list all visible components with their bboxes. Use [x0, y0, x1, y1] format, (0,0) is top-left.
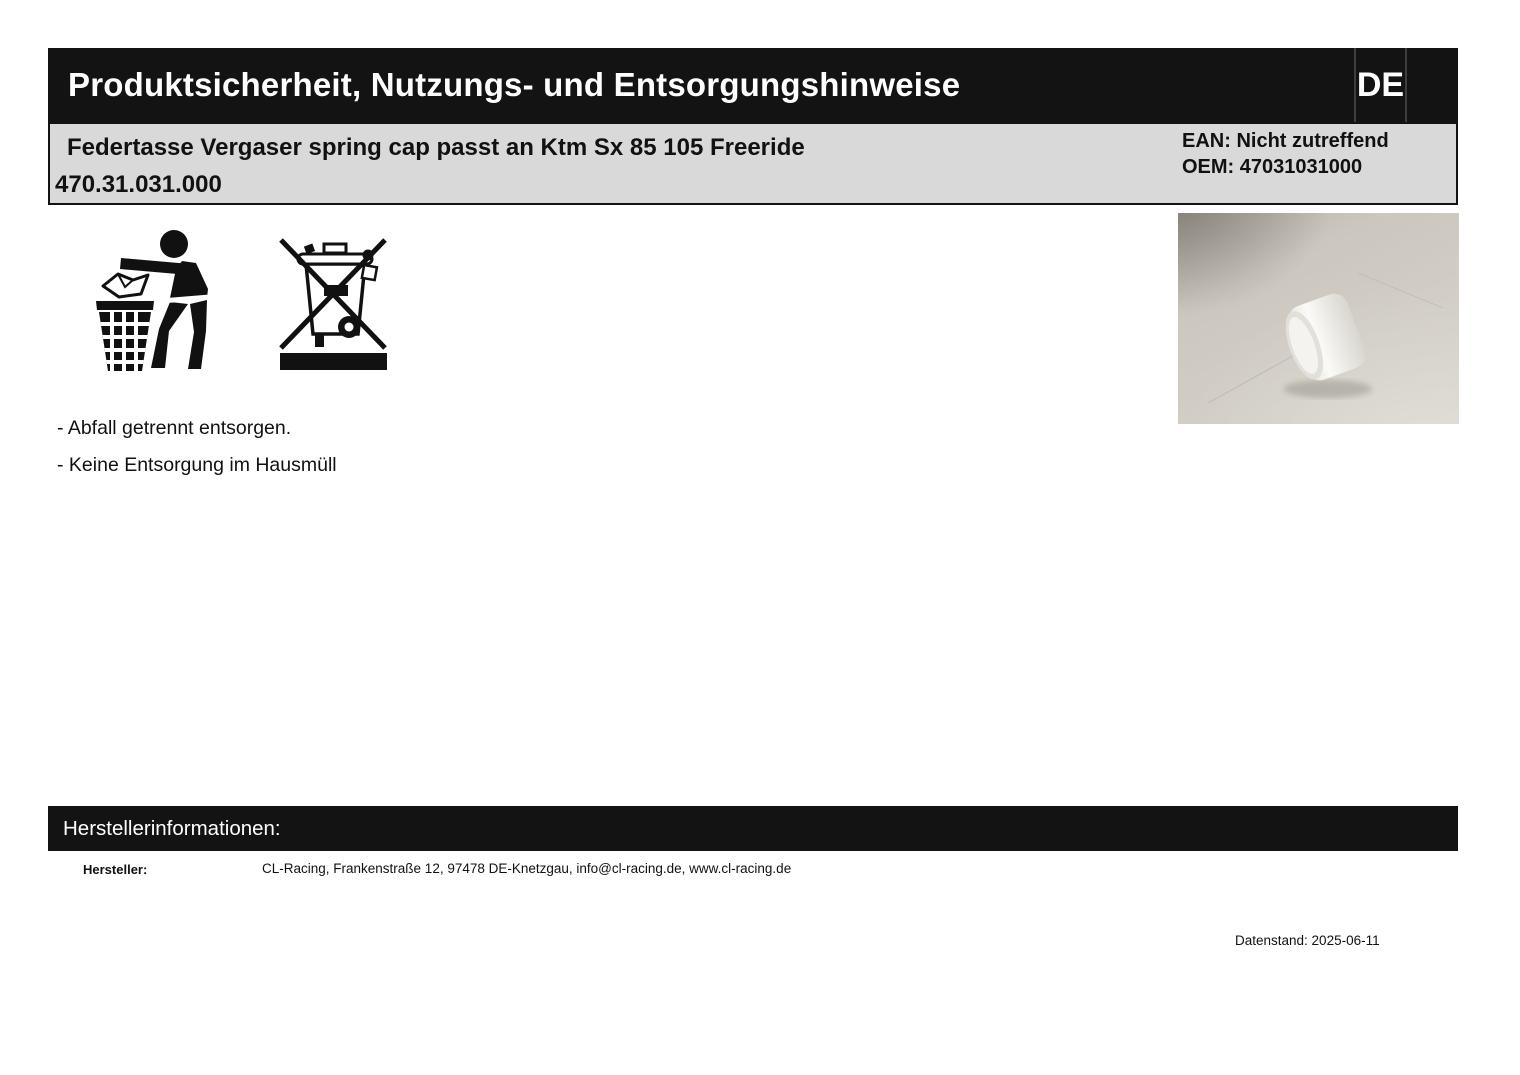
product-ean: EAN: Nicht zutreffend [1182, 130, 1389, 152]
product-oem: OEM: 47031031000 [1182, 156, 1363, 178]
product-title [50, 129, 805, 203]
product-title-line2: 470.31.031.000 [55, 171, 222, 198]
header-bar [48, 48, 1458, 122]
weee-crossed-out-bin-icon [278, 231, 389, 370]
manufacturer-section-bar [48, 806, 1458, 851]
disposal-note: - Abfall getrennt entsorgen. [57, 417, 292, 439]
product-title-line1: Federtasse Vergaser spring cap passt an Ktm Sx 85 105 Freeride [67, 134, 805, 161]
product-codes [1182, 128, 1389, 180]
disposal-notes [57, 410, 337, 484]
disposal-note: - Keine Entsorgung im Hausmüll [57, 454, 337, 476]
product-info-bar [48, 122, 1458, 205]
language-badge: DE [1354, 48, 1407, 122]
product-photo [1178, 213, 1459, 424]
manufacturer-label: Hersteller: [83, 862, 148, 877]
manufacturer-section-title: Herstellerinformationen: [63, 816, 281, 840]
manufacturer-value: CL-Racing, Frankenstraße 12, 97478 DE-Knetzgau, info@cl-racing.de, www.cl-racing.de [262, 861, 792, 876]
tidyman-icon [90, 227, 237, 374]
page-title: Produktsicherheit, Nutzungs- und Entsorgungshinweise [68, 66, 961, 103]
data-status-date: Datenstand: 2025-06-11 [1235, 933, 1380, 948]
